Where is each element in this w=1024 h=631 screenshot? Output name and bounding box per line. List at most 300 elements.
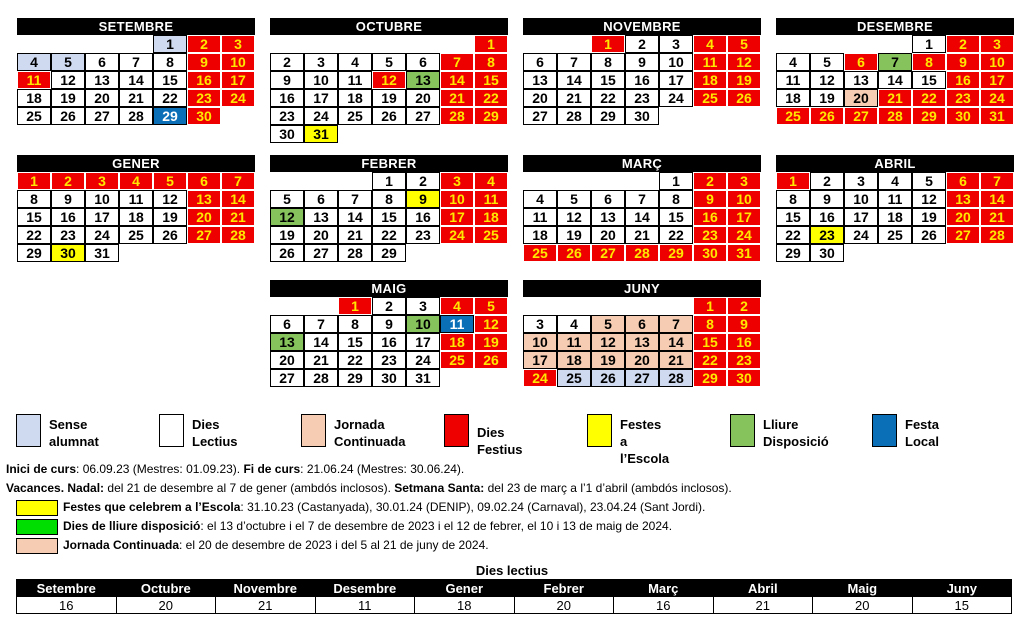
day-cell: 26	[372, 107, 406, 125]
day-cell: 12	[557, 208, 591, 226]
day-cell: 11	[474, 190, 508, 208]
day-cell: 7	[440, 53, 474, 71]
day-cell: 4	[878, 172, 912, 190]
day-cell: 11	[17, 71, 51, 89]
day-cell: 8	[338, 315, 372, 333]
day-cell: 6	[591, 190, 625, 208]
day-cell: 9	[51, 190, 85, 208]
day-cell: 3	[523, 315, 557, 333]
day-cell: 8	[659, 190, 693, 208]
day-cell: 5	[727, 35, 761, 53]
day-cell: 19	[810, 89, 844, 107]
day-cell: 23	[372, 351, 406, 369]
day-cell: 8	[153, 53, 187, 71]
note-holidays: Vacances. Nadal: del 21 de desembre al 7 de gener (ambdós inclosos). Setmana Santa: del 23 de març a l’1 d’abril (ambdós inclosos).	[6, 481, 732, 495]
day-cell: 17	[440, 208, 474, 226]
day-cell: 8	[912, 53, 946, 71]
day-cell: 15	[659, 208, 693, 226]
day-cell: 16	[946, 71, 980, 89]
day-cell: 24	[221, 89, 255, 107]
month-abril	[776, 155, 1014, 262]
day-cell: 3	[406, 297, 440, 315]
day-cell: 11	[523, 208, 557, 226]
day-cell: 8	[776, 190, 810, 208]
day-cell: 28	[878, 107, 912, 125]
day-cell: 25	[523, 244, 557, 262]
day-cell: 16	[187, 71, 221, 89]
day-cell: 29	[372, 244, 406, 262]
note-school-festivals: Festes que celebrem a l’Escola: 31.10.23 (Castanyada), 30.01.24 (DENIP), 09.02.24 (Carnaval), 23.04.24 (Sant Jordi).	[6, 499, 732, 518]
day-cell: 18	[693, 71, 727, 89]
dies-lectius-header: Febrer	[514, 580, 614, 597]
day-cell: 25	[338, 107, 372, 125]
day-cell: 27	[270, 369, 304, 387]
day-cell: 9	[270, 71, 304, 89]
day-cell: 15	[17, 208, 51, 226]
day-cell: 26	[912, 226, 946, 244]
empty-cell	[85, 35, 119, 53]
day-cell: 16	[693, 208, 727, 226]
day-cell: 15	[912, 71, 946, 89]
day-cell: 1	[912, 35, 946, 53]
day-cell: 7	[625, 190, 659, 208]
day-cell: 11	[119, 190, 153, 208]
day-cell: 22	[17, 226, 51, 244]
day-cell: 21	[304, 351, 338, 369]
dies-lectius-value: 18	[415, 597, 515, 614]
day-cell: 5	[810, 53, 844, 71]
day-cell: 19	[270, 226, 304, 244]
day-cell: 16	[372, 333, 406, 351]
day-cell: 23	[187, 89, 221, 107]
legend-label: Jornada Continuada	[334, 417, 406, 449]
day-cell: 29	[693, 369, 727, 387]
note-free-days: Dies de lliure disposició: el 13 d’octubre i el 7 de desembre de 2023 i el 12 de febrer, el 10 i 13 de maig de 2024.	[6, 518, 732, 537]
day-cell: 29	[17, 244, 51, 262]
day-cell: 30	[51, 244, 85, 262]
day-cell: 30	[810, 244, 844, 262]
day-cell: 14	[659, 333, 693, 351]
day-cell: 14	[304, 333, 338, 351]
day-cell: 27	[625, 369, 659, 387]
day-cell: 28	[440, 107, 474, 125]
dies-lectius-value: 20	[116, 597, 216, 614]
day-cell: 12	[372, 71, 406, 89]
day-cell: 20	[187, 208, 221, 226]
empty-cell	[270, 297, 304, 315]
day-cell: 14	[440, 71, 474, 89]
day-cell: 12	[153, 190, 187, 208]
day-cell: 2	[372, 297, 406, 315]
day-cell: 5	[474, 297, 508, 315]
legend-label: Festa Local	[905, 417, 939, 449]
day-cell: 26	[474, 351, 508, 369]
day-cell: 22	[912, 89, 946, 107]
day-cell: 12	[727, 53, 761, 71]
day-cell: 24	[980, 89, 1014, 107]
dies-lectius-value: 11	[315, 597, 415, 614]
note-course-dates: Inici de curs: 06.09.23 (Mestres: 01.09.23). Fi de curs: 21.06.24 (Mestres: 30.06.24).	[6, 462, 465, 476]
day-cell: 2	[946, 35, 980, 53]
day-cell: 2	[406, 172, 440, 190]
day-cell: 20	[85, 89, 119, 107]
day-cell: 2	[270, 53, 304, 71]
legend-label: Lliure Disposició	[763, 417, 829, 449]
dies-lectius-value: 16	[614, 597, 714, 614]
day-cell: 14	[338, 208, 372, 226]
day-cell: 9	[372, 315, 406, 333]
dies-lectius-value: 15	[912, 597, 1012, 614]
day-cell: 13	[406, 71, 440, 89]
day-cell: 25	[557, 369, 591, 387]
day-cell: 5	[912, 172, 946, 190]
day-cell: 19	[591, 351, 625, 369]
day-cell: 7	[878, 53, 912, 71]
day-cell: 27	[844, 107, 878, 125]
day-cell: 22	[338, 351, 372, 369]
day-cell: 31	[304, 125, 338, 143]
day-cell: 20	[406, 89, 440, 107]
note-swatch-yellow	[16, 500, 58, 516]
day-cell: 15	[591, 71, 625, 89]
day-cell: 24	[85, 226, 119, 244]
day-cell: 7	[557, 53, 591, 71]
day-cell: 8	[17, 190, 51, 208]
day-cell: 4	[557, 315, 591, 333]
month-header: GENER	[17, 155, 255, 172]
empty-cell	[338, 172, 372, 190]
empty-cell	[776, 35, 810, 53]
month-days	[523, 297, 761, 387]
day-cell: 19	[372, 89, 406, 107]
month-header: FEBRER	[270, 155, 508, 172]
empty-cell	[440, 35, 474, 53]
day-cell: 21	[440, 89, 474, 107]
empty-cell	[406, 35, 440, 53]
day-cell: 23	[625, 89, 659, 107]
day-cell: 10	[844, 190, 878, 208]
day-cell: 2	[187, 35, 221, 53]
day-cell: 11	[776, 71, 810, 89]
day-cell: 22	[591, 89, 625, 107]
day-cell: 23	[270, 107, 304, 125]
empty-cell	[51, 35, 85, 53]
dies-lectius-table	[16, 579, 1012, 614]
day-cell: 15	[693, 333, 727, 351]
day-cell: 12	[912, 190, 946, 208]
month-header: DESEMBRE	[776, 18, 1014, 35]
day-cell: 18	[119, 208, 153, 226]
note-swatch-peach	[16, 538, 58, 554]
empty-cell	[372, 35, 406, 53]
day-cell: 21	[878, 89, 912, 107]
day-cell: 17	[980, 71, 1014, 89]
day-cell: 31	[727, 244, 761, 262]
day-cell: 24	[440, 226, 474, 244]
day-cell: 30	[727, 369, 761, 387]
day-cell: 6	[304, 190, 338, 208]
day-cell: 6	[270, 315, 304, 333]
day-cell: 20	[523, 89, 557, 107]
day-cell: 1	[474, 35, 508, 53]
dies-lectius-header: Abril	[713, 580, 813, 597]
empty-cell	[810, 35, 844, 53]
day-cell: 22	[776, 226, 810, 244]
day-cell: 29	[776, 244, 810, 262]
month-days	[270, 297, 508, 387]
day-cell: 1	[591, 35, 625, 53]
day-cell: 6	[406, 53, 440, 71]
month-header: ABRIL	[776, 155, 1014, 172]
legend-swatch	[159, 414, 184, 447]
day-cell: 2	[693, 172, 727, 190]
empty-cell	[523, 35, 557, 53]
dies-lectius-value: 21	[216, 597, 316, 614]
day-cell: 19	[51, 89, 85, 107]
day-cell: 22	[474, 89, 508, 107]
day-cell: 14	[119, 71, 153, 89]
day-cell: 14	[221, 190, 255, 208]
day-cell: 18	[878, 208, 912, 226]
day-cell: 26	[591, 369, 625, 387]
day-cell: 2	[727, 297, 761, 315]
day-cell: 20	[625, 351, 659, 369]
day-cell: 9	[625, 53, 659, 71]
day-cell: 3	[980, 35, 1014, 53]
day-cell: 4	[440, 297, 474, 315]
day-cell: 11	[878, 190, 912, 208]
note-continuous-day: Jornada Continuada: el 20 de desembre de 2023 i del 5 al 21 de juny de 2024.	[6, 537, 732, 556]
empty-cell	[591, 172, 625, 190]
day-cell: 21	[625, 226, 659, 244]
month-days	[17, 35, 255, 125]
month-days	[523, 35, 761, 125]
day-cell: 28	[304, 369, 338, 387]
day-cell: 23	[727, 351, 761, 369]
month-març	[523, 155, 761, 262]
day-cell: 14	[878, 71, 912, 89]
dies-lectius-title: Dies lectius	[475, 563, 549, 578]
month-days	[776, 172, 1014, 262]
month-gener	[17, 155, 255, 262]
day-cell: 25	[878, 226, 912, 244]
day-cell: 13	[625, 333, 659, 351]
day-cell: 14	[625, 208, 659, 226]
month-days	[270, 172, 508, 262]
day-cell: 6	[946, 172, 980, 190]
day-cell: 18	[776, 89, 810, 107]
month-febrer	[270, 155, 508, 262]
day-cell: 29	[338, 369, 372, 387]
month-days	[270, 35, 508, 143]
day-cell: 12	[270, 208, 304, 226]
day-cell: 6	[844, 53, 878, 71]
day-cell: 4	[17, 53, 51, 71]
day-cell: 13	[523, 71, 557, 89]
day-cell: 13	[85, 71, 119, 89]
day-cell: 7	[980, 172, 1014, 190]
month-novembre	[523, 18, 761, 125]
day-cell: 12	[474, 315, 508, 333]
month-days	[17, 172, 255, 262]
day-cell: 3	[304, 53, 338, 71]
day-cell: 19	[557, 226, 591, 244]
day-cell: 24	[844, 226, 878, 244]
empty-cell	[625, 297, 659, 315]
day-cell: 13	[187, 190, 221, 208]
month-header: NOVEMBRE	[523, 18, 761, 35]
empty-cell	[304, 172, 338, 190]
day-cell: 28	[221, 226, 255, 244]
day-cell: 12	[51, 71, 85, 89]
day-cell: 10	[523, 333, 557, 351]
month-header: JUNY	[523, 280, 761, 297]
day-cell: 16	[810, 208, 844, 226]
day-cell: 3	[221, 35, 255, 53]
day-cell: 6	[85, 53, 119, 71]
day-cell: 23	[51, 226, 85, 244]
day-cell: 21	[338, 226, 372, 244]
day-cell: 18	[523, 226, 557, 244]
day-cell: 21	[221, 208, 255, 226]
empty-cell	[557, 172, 591, 190]
day-cell: 20	[844, 89, 878, 107]
dies-lectius-header: Novembre	[216, 580, 316, 597]
day-cell: 10	[304, 71, 338, 89]
day-cell: 19	[727, 71, 761, 89]
day-cell: 24	[523, 369, 557, 387]
day-cell: 13	[270, 333, 304, 351]
day-cell: 9	[406, 190, 440, 208]
month-setembre	[17, 18, 255, 125]
day-cell: 28	[338, 244, 372, 262]
day-cell: 30	[372, 369, 406, 387]
day-cell: 24	[727, 226, 761, 244]
day-cell: 30	[270, 125, 304, 143]
day-cell: 17	[85, 208, 119, 226]
day-cell: 18	[338, 89, 372, 107]
day-cell: 8	[693, 315, 727, 333]
notes	[6, 461, 732, 556]
day-cell: 28	[625, 244, 659, 262]
dies-lectius-header: Octubre	[116, 580, 216, 597]
day-cell: 30	[693, 244, 727, 262]
day-cell: 1	[776, 172, 810, 190]
day-cell: 10	[659, 53, 693, 71]
empty-cell	[844, 35, 878, 53]
day-cell: 10	[440, 190, 474, 208]
day-cell: 5	[591, 315, 625, 333]
day-cell: 17	[844, 208, 878, 226]
day-cell: 4	[474, 172, 508, 190]
empty-cell	[557, 297, 591, 315]
day-cell: 1	[372, 172, 406, 190]
empty-cell	[338, 35, 372, 53]
day-cell: 22	[372, 226, 406, 244]
day-cell: 22	[693, 351, 727, 369]
day-cell: 21	[659, 351, 693, 369]
day-cell: 17	[221, 71, 255, 89]
legend-swatch	[16, 414, 41, 447]
day-cell: 10	[221, 53, 255, 71]
day-cell: 28	[980, 226, 1014, 244]
day-cell: 1	[17, 172, 51, 190]
dies-lectius-header: Maig	[813, 580, 913, 597]
day-cell: 14	[557, 71, 591, 89]
empty-cell	[270, 35, 304, 53]
day-cell: 3	[659, 35, 693, 53]
day-cell: 21	[119, 89, 153, 107]
day-cell: 25	[693, 89, 727, 107]
day-cell: 17	[523, 351, 557, 369]
day-cell: 16	[625, 71, 659, 89]
empty-cell	[17, 35, 51, 53]
day-cell: 10	[727, 190, 761, 208]
day-cell: 5	[153, 172, 187, 190]
day-cell: 31	[406, 369, 440, 387]
day-cell: 5	[372, 53, 406, 71]
day-cell: 25	[119, 226, 153, 244]
day-cell: 18	[17, 89, 51, 107]
day-cell: 25	[776, 107, 810, 125]
day-cell: 5	[51, 53, 85, 71]
dies-lectius-header: Gener	[415, 580, 515, 597]
day-cell: 13	[304, 208, 338, 226]
day-cell: 9	[693, 190, 727, 208]
day-cell: 7	[119, 53, 153, 71]
day-cell: 29	[591, 107, 625, 125]
dies-lectius-header: Setembre	[17, 580, 117, 597]
day-cell: 18	[440, 333, 474, 351]
day-cell: 10	[406, 315, 440, 333]
dies-lectius-value: 20	[813, 597, 913, 614]
day-cell: 19	[912, 208, 946, 226]
day-cell: 27	[85, 107, 119, 125]
day-cell: 20	[946, 208, 980, 226]
legend-swatch	[587, 414, 612, 447]
legend-label: Sense alumnat	[49, 417, 99, 449]
day-cell: 27	[591, 244, 625, 262]
empty-cell	[878, 35, 912, 53]
day-cell: 10	[980, 53, 1014, 71]
month-header: SETEMBRE	[17, 18, 255, 35]
day-cell: 27	[406, 107, 440, 125]
day-cell: 8	[591, 53, 625, 71]
day-cell: 26	[51, 107, 85, 125]
day-cell: 24	[304, 107, 338, 125]
legend-label: Festes a l’Escola	[620, 417, 670, 466]
day-cell: 30	[946, 107, 980, 125]
day-cell: 4	[776, 53, 810, 71]
day-cell: 16	[406, 208, 440, 226]
day-cell: 8	[372, 190, 406, 208]
day-cell: 3	[727, 172, 761, 190]
day-cell: 11	[338, 71, 372, 89]
day-cell: 31	[85, 244, 119, 262]
day-cell: 17	[406, 333, 440, 351]
month-desembre	[776, 18, 1014, 125]
day-cell: 24	[406, 351, 440, 369]
month-maig	[270, 280, 508, 387]
month-days	[776, 35, 1014, 125]
day-cell: 27	[523, 107, 557, 125]
empty-cell	[304, 35, 338, 53]
empty-cell	[119, 35, 153, 53]
day-cell: 12	[810, 71, 844, 89]
day-cell: 15	[372, 208, 406, 226]
day-cell: 10	[85, 190, 119, 208]
day-cell: 29	[912, 107, 946, 125]
